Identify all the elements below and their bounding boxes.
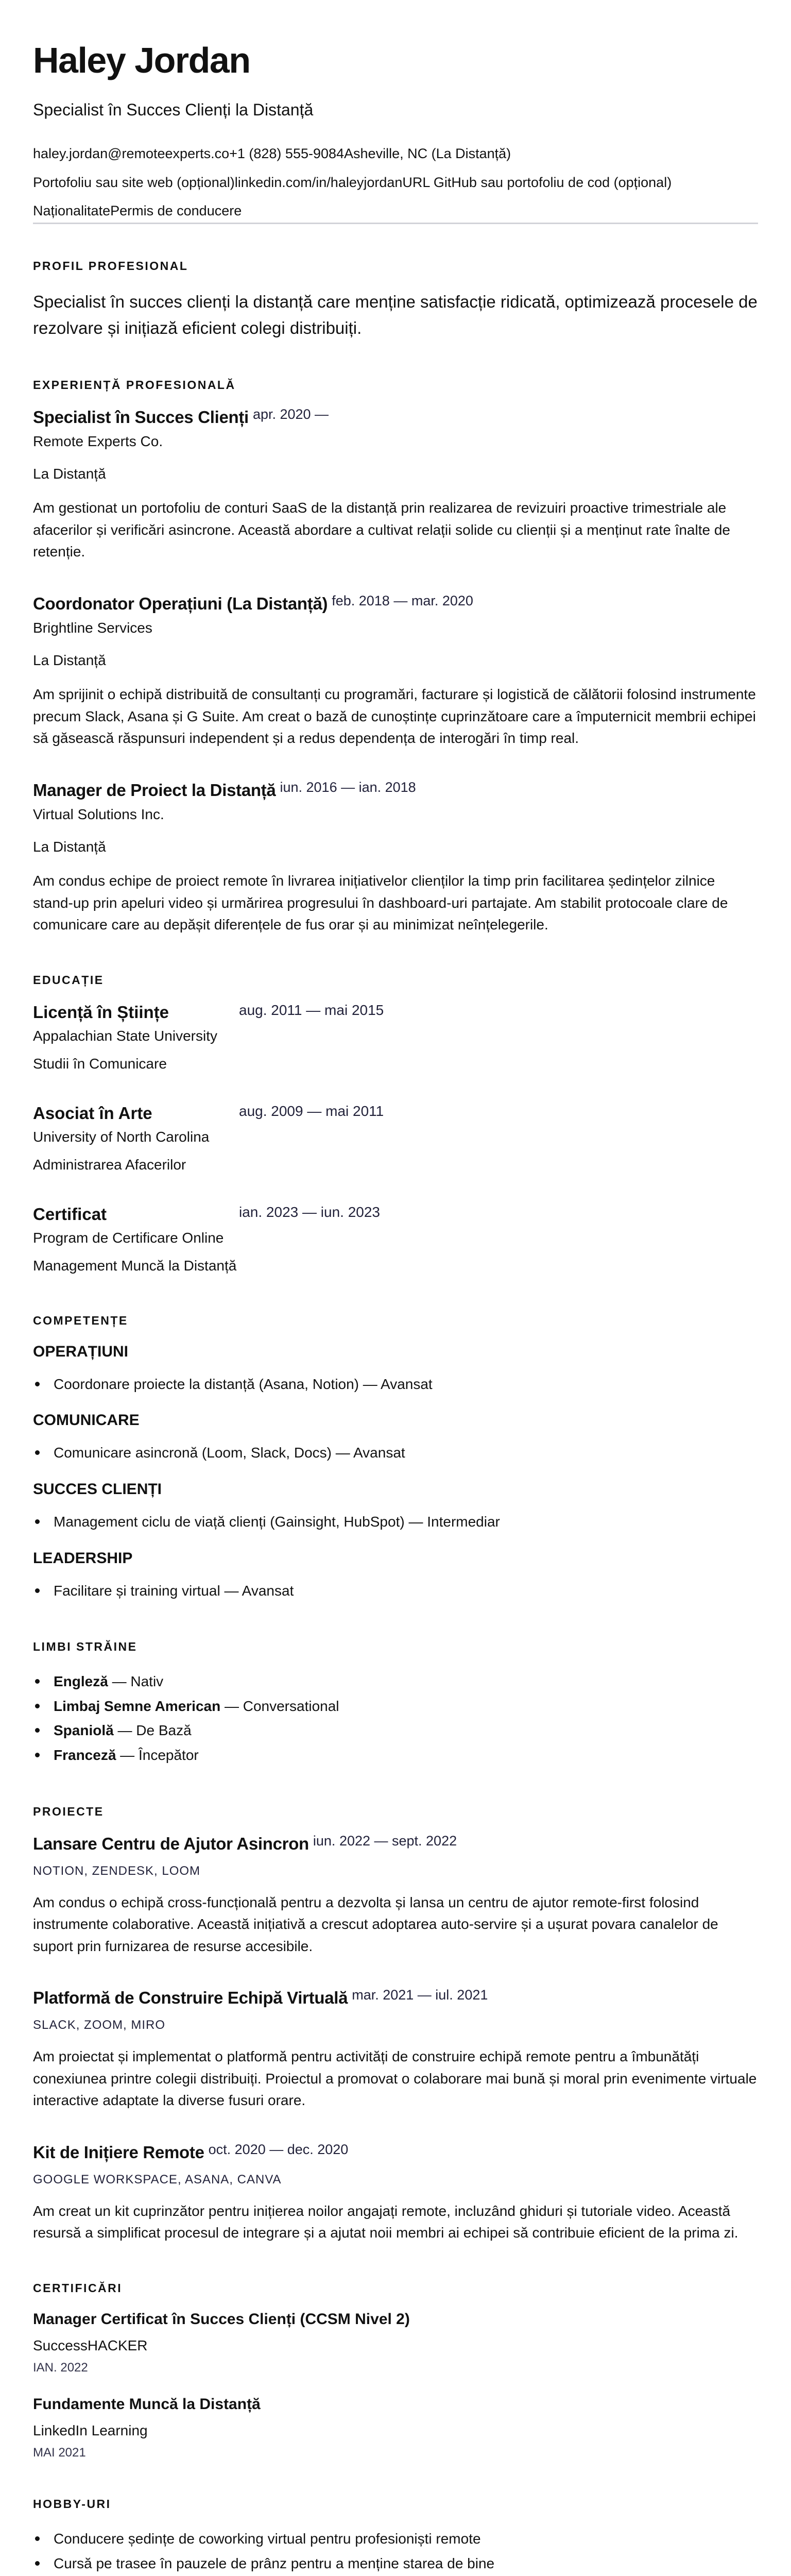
school-name: Program de Certificare Online	[33, 1227, 758, 1249]
skill-group	[33, 1412, 758, 1465]
language-name: Spaniolă	[54, 1722, 114, 1738]
skill-group	[33, 1550, 758, 1603]
job-description: Am sprijinit o echipă distribuită de consultanți cu programări, facturare și logistică de călătorii folosind instrumente precum Slack, Asana și G Suite. Am creat o bază de cunoștințe cuprinzătoare care a împuternicit membrii echipei să găsească răspunsuri independent și a redus dependența de interogări în timp real.	[33, 684, 758, 750]
project-title: Platformă de Construire Echipă Virtuală	[33, 1988, 348, 2008]
job-date: feb. 2018 — mar. 2020	[332, 593, 473, 609]
skill-item: Comunicare asincronă (Loom, Slack, Docs) — Avansat	[33, 1440, 758, 1465]
degree-title: Licență în Științe	[33, 1003, 239, 1022]
experience-entry	[33, 781, 758, 936]
projects-section	[33, 1805, 758, 2244]
degree-date: aug. 2009 — mai 2011	[239, 1103, 384, 1120]
hobby-item: Conducere ședințe de coworking virtual pentru profesioniști remote	[33, 2527, 758, 2551]
hobbies-section	[33, 2497, 758, 2576]
skill-item: Facilitare și training virtual — Avansat	[33, 1579, 758, 1603]
education-section	[33, 973, 758, 1277]
section-title: COMPETENȚE	[33, 1314, 758, 1328]
language-item	[33, 1694, 758, 1719]
license-text: Permis de conducere	[110, 203, 242, 218]
project-date: oct. 2020 — dec. 2020	[209, 2142, 349, 2158]
language-name: Limbaj Semne American	[54, 1698, 220, 1714]
section-title: CERTIFICĂRI	[33, 2281, 758, 2295]
phone-link[interactable]: +1 (828) 555-9084	[229, 146, 344, 161]
certification-entry	[33, 2396, 758, 2460]
degree-title: Certificat	[33, 1205, 239, 1224]
skill-category: OPERAȚIUNI	[33, 1343, 758, 1361]
nationality-text: Naționalitate	[33, 203, 110, 218]
candidate-headline: Specialist în Succes Clienți la Distanță	[33, 100, 758, 120]
job-title: Coordonator Operațiuni (La Distanță)	[33, 594, 328, 614]
project-title: Lansare Centru de Ajutor Asincron	[33, 1834, 309, 1854]
certification-issuer: SuccessHACKER	[33, 2335, 758, 2355]
job-company: Remote Experts Co.	[33, 431, 758, 451]
section-title: LIMBI STRĂINE	[33, 1640, 758, 1654]
skill-group	[33, 1481, 758, 1534]
section-title: EDUCAȚIE	[33, 973, 758, 987]
education-entry	[33, 1003, 758, 1075]
summary-text: Specialist în succes clienți la distanță care menține satisfacție ridicată, optimizează procesele de rezolvare și inițiază eficient colegi distribuiți.	[33, 289, 758, 341]
certifications-section	[33, 2281, 758, 2460]
project-tags: SLACK, ZOOM, MIRO	[33, 2018, 758, 2032]
candidate-name: Haley Jordan	[33, 42, 758, 78]
skill-category: LEADERSHIP	[33, 1550, 758, 1567]
job-title: Specialist în Succes Clienți	[33, 408, 249, 427]
study-field: Studii în Comunicare	[33, 1053, 758, 1075]
job-description: Am gestionat un portofoliu de conturi SaaS de la distanță prin realizarea de revizuiri proactive trimestriale ale afacerilor și verificări asincrone. Această abordare a cultivat relații solide cu clienții și a menținut rate înalte de retenție.	[33, 497, 758, 563]
skill-category: COMUNICARE	[33, 1412, 758, 1429]
language-item	[33, 1669, 758, 1694]
job-description: Am condus echipe de proiect remote în livrarea inițiativelor clienților la timp prin facilitarea ședințelor zilnice stand-up prin apeluri video și urmărirea progresului în dashboard-uri partajate. Am stabilit protocoale clare de comunicare care au depășit diferențele de fus orar și au minimizat neînțelegerile.	[33, 870, 758, 936]
summary-section	[33, 259, 758, 341]
skill-category: SUCCES CLIENȚI	[33, 1481, 758, 1498]
job-location: La Distanță	[33, 837, 758, 857]
github-link[interactable]: URL GitHub sau portofoliu de cod (opțional)	[402, 175, 672, 190]
experience-entry	[33, 594, 758, 750]
job-company: Brightline Services	[33, 618, 758, 638]
study-field: Administrarea Afacerilor	[33, 1154, 758, 1176]
certification-date: MAI 2021	[33, 2446, 758, 2460]
linkedin-link[interactable]: linkedin.com/in/haleyjordan	[235, 175, 403, 190]
degree-title: Asociat în Arte	[33, 1104, 239, 1123]
project-tags: GOOGLE WORKSPACE, ASANA, CANVA	[33, 2173, 758, 2187]
certification-issuer: LinkedIn Learning	[33, 2420, 758, 2441]
section-title: PROFIL PROFESIONAL	[33, 259, 758, 273]
skill-group	[33, 1343, 758, 1397]
location-text: Asheville, NC (La Distanță)	[344, 146, 511, 161]
job-title: Manager de Proiect la Distanță	[33, 781, 276, 800]
extra-info-row	[33, 202, 758, 219]
project-entry	[33, 1834, 758, 1958]
language-level: — Începător	[116, 1747, 198, 1763]
contact-row	[33, 145, 758, 162]
language-item	[33, 1743, 758, 1768]
project-entry	[33, 2143, 758, 2244]
education-entry	[33, 1205, 758, 1277]
language-level: — Nativ	[108, 1673, 163, 1689]
project-title: Kit de Inițiere Remote	[33, 2143, 204, 2162]
languages-section	[33, 1640, 758, 1767]
language-name: Engleză	[54, 1673, 108, 1689]
skill-item: Coordonare proiecte la distanță (Asana, Notion) — Avansat	[33, 1372, 758, 1397]
certification-date: IAN. 2022	[33, 2361, 758, 2375]
language-item	[33, 1718, 758, 1743]
project-date: iun. 2022 — sept. 2022	[313, 1833, 457, 1849]
certification-name: Fundamente Muncă la Distanță	[33, 2396, 758, 2413]
header-divider	[33, 223, 758, 224]
job-company: Virtual Solutions Inc.	[33, 804, 758, 824]
skills-section	[33, 1314, 758, 1603]
skill-item: Management ciclu de viață clienți (Gainsight, HubSpot) — Intermediar	[33, 1510, 758, 1534]
portfolio-link[interactable]: Portofoliu sau site web (opțional)	[33, 175, 235, 190]
language-level: — Conversational	[220, 1698, 339, 1714]
job-location: La Distanță	[33, 650, 758, 670]
degree-date: aug. 2011 — mai 2015	[239, 1002, 384, 1019]
education-entry	[33, 1104, 758, 1176]
language-level: — De Bază	[114, 1722, 192, 1738]
school-name: Appalachian State University	[33, 1025, 758, 1047]
email-link[interactable]: haley.jordan@remoteexperts.co	[33, 146, 229, 161]
certification-entry	[33, 2311, 758, 2375]
section-title: HOBBY-URI	[33, 2497, 758, 2511]
experience-entry	[33, 408, 758, 563]
resume-header	[33, 42, 758, 224]
school-name: University of North Carolina	[33, 1126, 758, 1148]
job-location: La Distanță	[33, 464, 758, 484]
project-date: mar. 2021 — iul. 2021	[352, 1987, 488, 2003]
hobby-item: Cursă pe trasee în pauzele de prânz pentru a menține starea de bine	[33, 2551, 758, 2576]
study-field: Management Muncă la Distanță	[33, 1255, 758, 1277]
job-date: apr. 2020 —	[253, 406, 329, 422]
certification-name: Manager Certificat în Succes Clienți (CCSM Nivel 2)	[33, 2311, 758, 2328]
experience-section	[33, 378, 758, 936]
job-date: iun. 2016 — ian. 2018	[280, 779, 416, 795]
section-title: PROIECTE	[33, 1805, 758, 1819]
project-description: Am proiectat și implementat o platformă pentru activități de construire echipă remote pentru a îmbunătăți conexiunea printre colegii distribuiți. Proiectul a promovat o colaborare mai bună și moral prin evenimente virtuale interactive adaptate la diverse fusuri orare.	[33, 2046, 758, 2112]
links-row	[33, 174, 758, 191]
project-entry	[33, 1988, 758, 2112]
section-title: EXPERIENȚĂ PROFESIONALĂ	[33, 378, 758, 392]
project-description: Am creat un kit cuprinzător pentru inițierea noilor angajați remote, incluzând ghiduri și tutoriale video. Această resursă a simplificat procesul de integrare și a ajutat noii membri ai echipei să contribuie eficient de la prima zi.	[33, 2200, 758, 2244]
project-description: Am condus o echipă cross-funcțională pentru a dezvolta și lansa un centru de ajutor remote-first folosind instrumente colaborative. Această inițiativă a crescut adoptarea auto-servire și a ușurat povara canalelor de suport prin furnizarea de resurse accesibile.	[33, 1892, 758, 1958]
project-tags: NOTION, ZENDESK, LOOM	[33, 1864, 758, 1878]
degree-date: ian. 2023 — iun. 2023	[239, 1204, 380, 1221]
language-name: Franceză	[54, 1747, 116, 1763]
